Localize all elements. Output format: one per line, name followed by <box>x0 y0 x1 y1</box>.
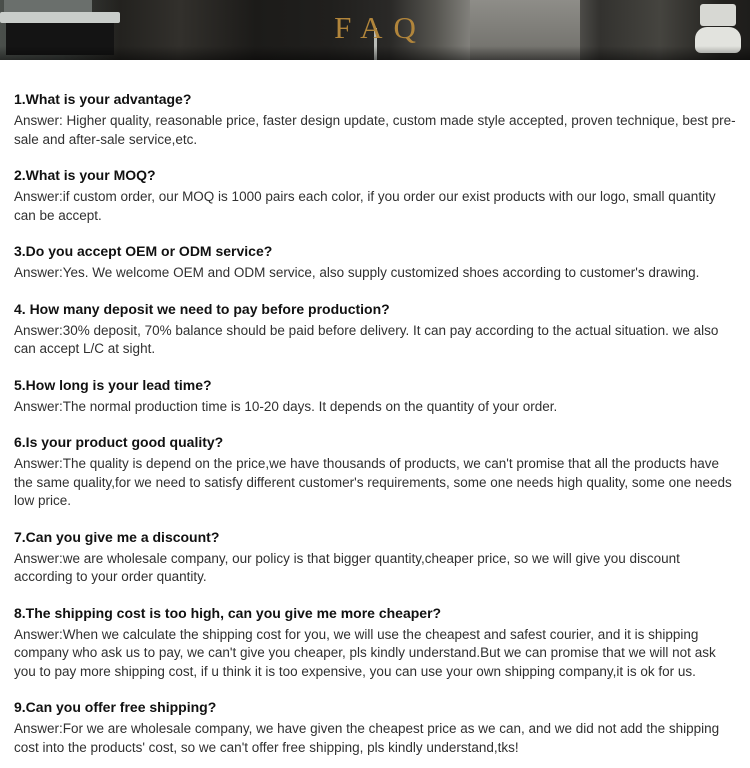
faq-question: 8.The shipping cost is too high, can you give me more cheaper? <box>14 604 442 621</box>
faq-question: 9.Can you offer free shipping? <box>14 699 217 715</box>
faq-title: FAQ <box>334 10 427 45</box>
faq-item <box>14 528 736 587</box>
faq-answer: Answer:The quality is depend on the price,we have thousands of products, we can't promise that all the products have the same quality,for we need to satisfy different customer's requirements, some one needs high quality, some one needs low price. <box>14 456 732 508</box>
faq-banner <box>0 0 750 60</box>
faq-item <box>14 433 736 511</box>
faq-answer: Answer:Yes. We welcome OEM and ODM service, also supply customized shoes according to customer's drawing. <box>14 265 700 280</box>
faq-answer: Answer: Higher quality, reasonable price, faster design update, custom made style accepted, proven technique, best pre-sale and after-sale service,etc. <box>14 113 736 147</box>
faq-answer: Answer:For we are wholesale company, we have given the cheapest price as we can, and we did not add the shipping cost into the products' cost, so we can't offer free shipping, pls kindly understand,tks! <box>14 721 720 755</box>
faq-item <box>14 376 736 417</box>
faq-answer: Answer:When we calculate the shipping cost for you, we will use the cheapest and safest courier, and it is shipping company who ask us to pay, we can't give you cheaper, pls kindly understand.But we can promise that we will not ask you to pay more shipping cost, if u think it is too expensive, you can use your own shipping company,it is ok for us. <box>14 626 716 679</box>
faq-question: 5.How long is your lead time? <box>14 376 212 393</box>
faq-question: 4. How many deposit we need to pay before production? <box>14 300 390 317</box>
faq-question: 3.Do you accept OEM or ODM service? <box>14 243 273 259</box>
faq-question: 2.What is your MOQ? <box>14 167 156 183</box>
faq-question: 6.Is your product good quality? <box>14 434 224 450</box>
faq-item <box>14 300 736 359</box>
faq-item <box>14 698 736 757</box>
faq-item <box>14 90 736 149</box>
faq-item <box>14 242 736 283</box>
faq-answer: Answer:The normal production time is 10-20 days. It depends on the quantity of your order. <box>14 398 558 414</box>
faq-answer: Answer:if custom order, our MOQ is 1000 pairs each color, if you order our exist products with our logo, small quantity can be accept. <box>14 189 716 223</box>
faq-question: 7.Can you give me a discount? <box>14 528 220 545</box>
faq-list <box>14 90 736 757</box>
faq-answer: Answer:30% deposit, 70% balance should be paid before delivery. It can pay according to the actual situation. we also can accept L/C at sight. <box>14 322 719 356</box>
faq-content <box>0 60 750 757</box>
faq-item <box>14 166 736 225</box>
faq-question: 1.What is your advantage? <box>14 91 192 107</box>
faq-item <box>14 604 736 682</box>
faq-answer: Answer:we are wholesale company, our policy is that bigger quantity,cheaper price, so we will give you discount according to your order quantity. <box>14 550 680 584</box>
